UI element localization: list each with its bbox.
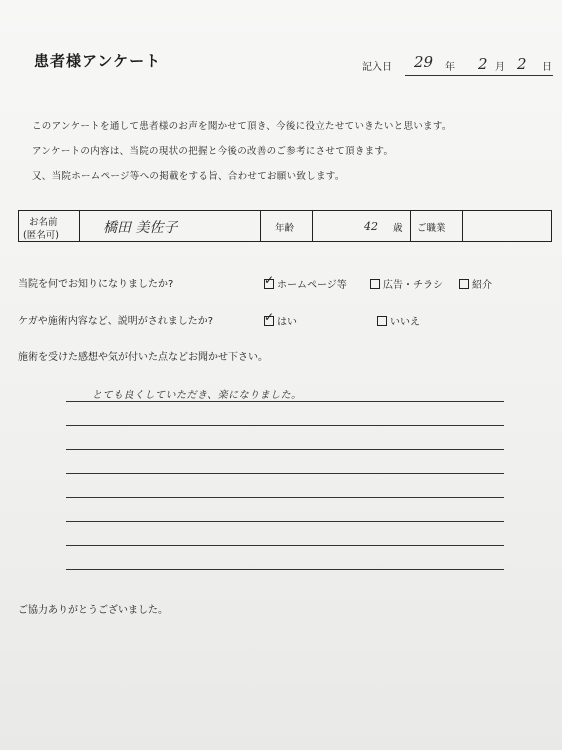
question-how-found: 当院を何でお知りになりましたか?: [18, 279, 174, 290]
answer-line: [66, 569, 504, 570]
date-month-value[interactable]: 2: [478, 55, 488, 73]
checkbox-icon[interactable]: [370, 279, 380, 289]
option-label: 広告・チラシ: [383, 280, 443, 291]
option-label: 紹介: [472, 280, 492, 291]
age-unit: 歳: [393, 223, 403, 234]
option-no[interactable]: [377, 313, 420, 328]
option-label: ホームページ等: [277, 280, 347, 291]
question-feedback: 施術を受けた感想や気が付いた点などお聞かせ下さい。: [18, 352, 268, 363]
date-year-value[interactable]: 29: [414, 53, 434, 71]
checkbox-icon[interactable]: [264, 316, 274, 326]
closing-message: ご協力ありがとうございました。: [18, 605, 168, 616]
answer-line: [66, 425, 504, 426]
form-title: 患者様アンケート: [34, 52, 162, 70]
answer-line: [66, 473, 504, 474]
question-explained: ケガや施術内容など、説明がされましたか?: [18, 316, 214, 327]
feedback-answer[interactable]: とても良くしていただき、楽になりました。: [92, 390, 302, 401]
checkbox-icon[interactable]: [264, 279, 274, 289]
info-divider: [410, 211, 411, 241]
date-label: 記入日: [362, 62, 392, 73]
age-label: 年齢: [275, 223, 295, 234]
answer-line: [66, 545, 504, 546]
answer-line: [66, 449, 504, 450]
option-label: いいえ: [390, 317, 420, 328]
option-yes[interactable]: [264, 313, 297, 328]
checkbox-icon[interactable]: [459, 279, 469, 289]
info-divider: [79, 211, 80, 241]
occupation-label: ご職業: [417, 223, 446, 234]
answer-line: [66, 497, 504, 498]
option-homepage[interactable]: [264, 276, 347, 291]
answer-line: [66, 401, 504, 402]
name-label: お名前: [29, 217, 58, 228]
info-divider: [462, 211, 463, 241]
info-divider: [312, 211, 313, 241]
date-underline: [405, 75, 553, 76]
name-value[interactable]: 橋田 美佐子: [103, 220, 178, 236]
option-ad-flyer[interactable]: [370, 276, 443, 291]
date-day-label: 日: [542, 62, 552, 73]
date-day-value[interactable]: 2: [517, 55, 527, 73]
info-table: [18, 210, 552, 242]
checkbox-icon[interactable]: [377, 316, 387, 326]
answer-line: [66, 521, 504, 522]
age-value[interactable]: 42: [364, 220, 378, 233]
date-year-label: 年: [445, 62, 455, 73]
info-divider: [260, 211, 261, 241]
intro-line-2: アンケートの内容は、当院の現状の把握と今後の改善のご参考にさせて頂きます。: [32, 146, 394, 157]
date-month-label: 月: [495, 62, 505, 73]
name-sub-label: (匿名可): [23, 230, 59, 241]
intro-line-1: このアンケートを通して患者様のお声を聞かせて頂き、今後に役立たせていきたいと思います。: [32, 121, 452, 132]
intro-line-3: 又、当院ホームページ等への掲載をする旨、合わせてお願い致します。: [32, 171, 345, 182]
option-label: はい: [277, 317, 297, 328]
option-referral[interactable]: [459, 276, 492, 291]
